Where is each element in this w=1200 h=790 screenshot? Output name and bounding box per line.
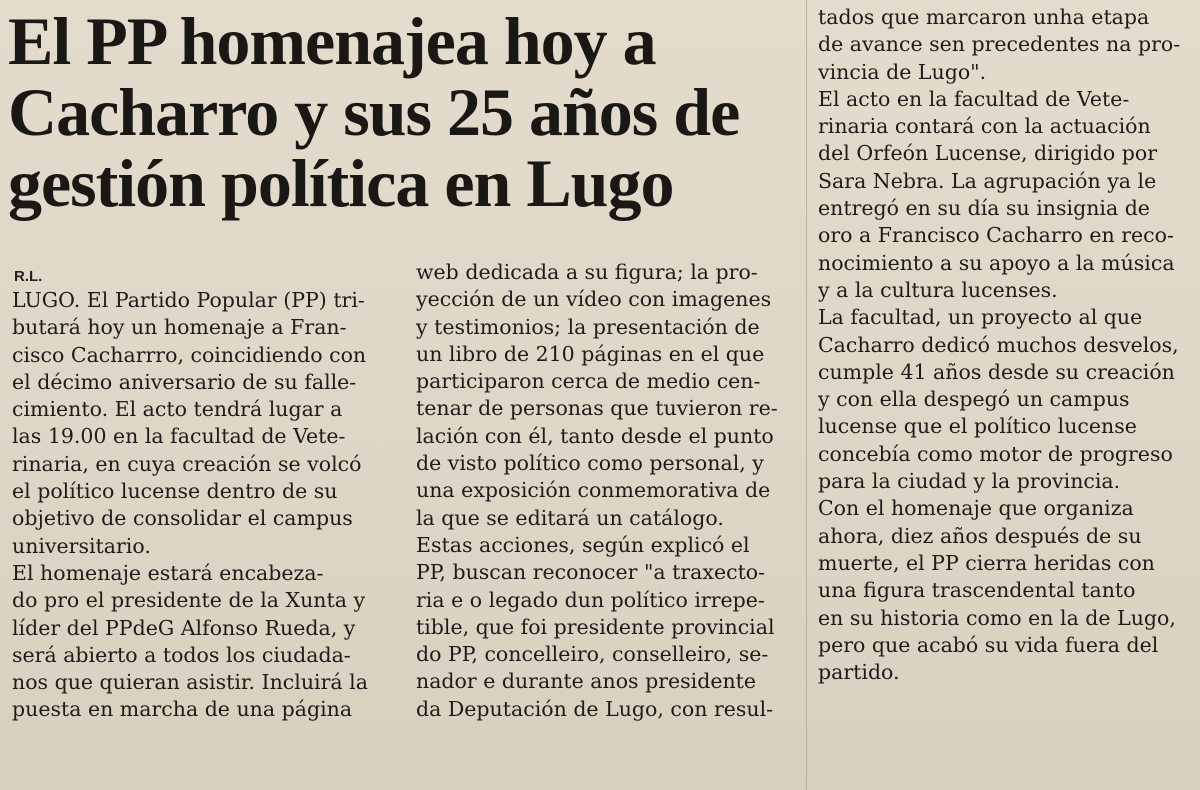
article-text-line: web dedicada a su figura; la pro- — [416, 260, 758, 284]
article-text-line: Estas acciones, según explicó el — [416, 532, 750, 557]
article-text-line: las 19.00 en la facultad de Vete- — [12, 424, 346, 449]
article-text-line: El homenaje estará encabeza- — [12, 560, 324, 585]
article-text-line: y a la cultura lucenses. — [818, 277, 1058, 302]
article-text-line: un libro de 210 páginas en el que — [416, 341, 765, 366]
article-text-line: una exposición conmemorativa de — [416, 478, 771, 503]
article-text-line: do PP, concelleiro, conselleiro, se- — [416, 642, 769, 667]
article-text-line: tenar de personas que tuvieron re- — [416, 396, 778, 421]
article-text-line: pero que acabó su vida fuera del — [818, 632, 1159, 657]
article-text-line: da Deputación de Lugo, con resul- — [416, 696, 774, 721]
article-text-line: concebía como motor de progreso — [818, 441, 1173, 466]
article-text-line: y con ella despegó un campus — [818, 387, 1130, 412]
article-text-line: nos que quieran asistir. Incluirá la — [12, 670, 368, 695]
article-text-line: La facultad, un proyecto al que — [818, 305, 1143, 330]
article-text-line: el décimo aniversario de su falle- — [12, 369, 357, 394]
headline-line: Cacharro y sus 25 años de — [8, 74, 740, 150]
headline-line: El PP homenajea hoy a — [8, 3, 656, 79]
article-text-line: en su historia como en la de Lugo, — [818, 605, 1176, 630]
headline-line: gestión política en Lugo — [8, 145, 674, 221]
article-text-line: objetivo de consolidar el campus — [12, 506, 353, 531]
article-column-3 — [818, 4, 1190, 686]
article-text-line: de visto político como personal, y — [416, 451, 764, 476]
article-text-line: do pro el presidente de la Xunta y — [12, 588, 366, 613]
article-text-line: tible, que foi presidente provincial — [416, 614, 775, 639]
article-text-line: vincia de Lugo". — [818, 59, 987, 84]
article-text-line: rinaria contará con la actuación — [818, 114, 1151, 139]
article-text-line: tados que marcaron unha etapa — [818, 5, 1150, 29]
article-text-line: cimiento. El acto tendrá lugar a — [12, 397, 343, 422]
article-text-line: para la ciudad y la provincia. — [818, 469, 1121, 494]
article-headline — [8, 3, 808, 221]
article-text-line: Con el homenaje que organiza — [818, 496, 1134, 521]
article-text-line: oro a Francisco Cacharro en reco- — [818, 223, 1174, 248]
article-text-line: muerte, el PP cierra heridas con — [818, 550, 1155, 575]
byline: R.L. — [14, 268, 43, 285]
article-text-line: puesta en marcha de una página — [12, 697, 353, 722]
article-text-line: universitario. — [12, 533, 151, 558]
article-text-line: butará hoy un homenaje a Fran- — [12, 315, 347, 340]
article-text-line: LUGO. El Partido Popular (PP) tri- — [12, 288, 365, 312]
article-text-line: partido. — [818, 660, 900, 685]
article-text-line: yección de un vídeo con imagenes — [416, 287, 772, 312]
article-text-line: nador e durante anos presidente — [416, 669, 757, 694]
article-text-line: de avance sen precedentes na pro- — [818, 32, 1181, 57]
article-column-1 — [12, 287, 377, 724]
article-text-line: lucense que el político lucense — [818, 414, 1137, 439]
article-text-line: Cacharro dedicó muchos desvelos, — [818, 332, 1179, 357]
article-text-line: Sara Nebra. La agrupación ya le — [818, 168, 1157, 193]
article-text-line: El acto en la facultad de Vete- — [818, 86, 1130, 111]
article-text-line: ria e o legado dun político irrepe- — [416, 587, 765, 612]
article-text-line: ahora, diez años después de su — [818, 523, 1142, 548]
article-text-line: entregó en su día su insignia de — [818, 196, 1150, 221]
article-text-line: será abierto a todos los ciudada- — [12, 642, 351, 667]
article-text-line: participaron cerca de medio cen- — [416, 369, 761, 394]
article-text-line: cumple 41 años desde su creación — [818, 359, 1175, 384]
article-text-line: el político lucense dentro de su — [12, 479, 338, 504]
article-text-line: líder del PPdeG Alfonso Rueda, y — [12, 615, 356, 640]
article-text-line: y testimonios; la presentación de — [416, 314, 760, 339]
article-column-2 — [416, 259, 786, 723]
article-text-line: una figura trascendental tanto — [818, 578, 1136, 603]
article-text-line: lación con él, tanto desde el punto — [416, 423, 774, 448]
article-text-line: del Orfeón Lucense, dirigido por — [818, 141, 1157, 166]
article-text-line: la que se editará un catálogo. — [416, 505, 724, 530]
article-text-line: cisco Cacharrro, coincidiendo con — [12, 342, 367, 367]
article-text-line: rinaria, en cuya creación se volcó — [12, 451, 362, 476]
article-text-line: PP, buscan reconocer "a traxecto- — [416, 560, 766, 585]
article-text-line: nocimiento a su apoyo a la música — [818, 250, 1175, 275]
